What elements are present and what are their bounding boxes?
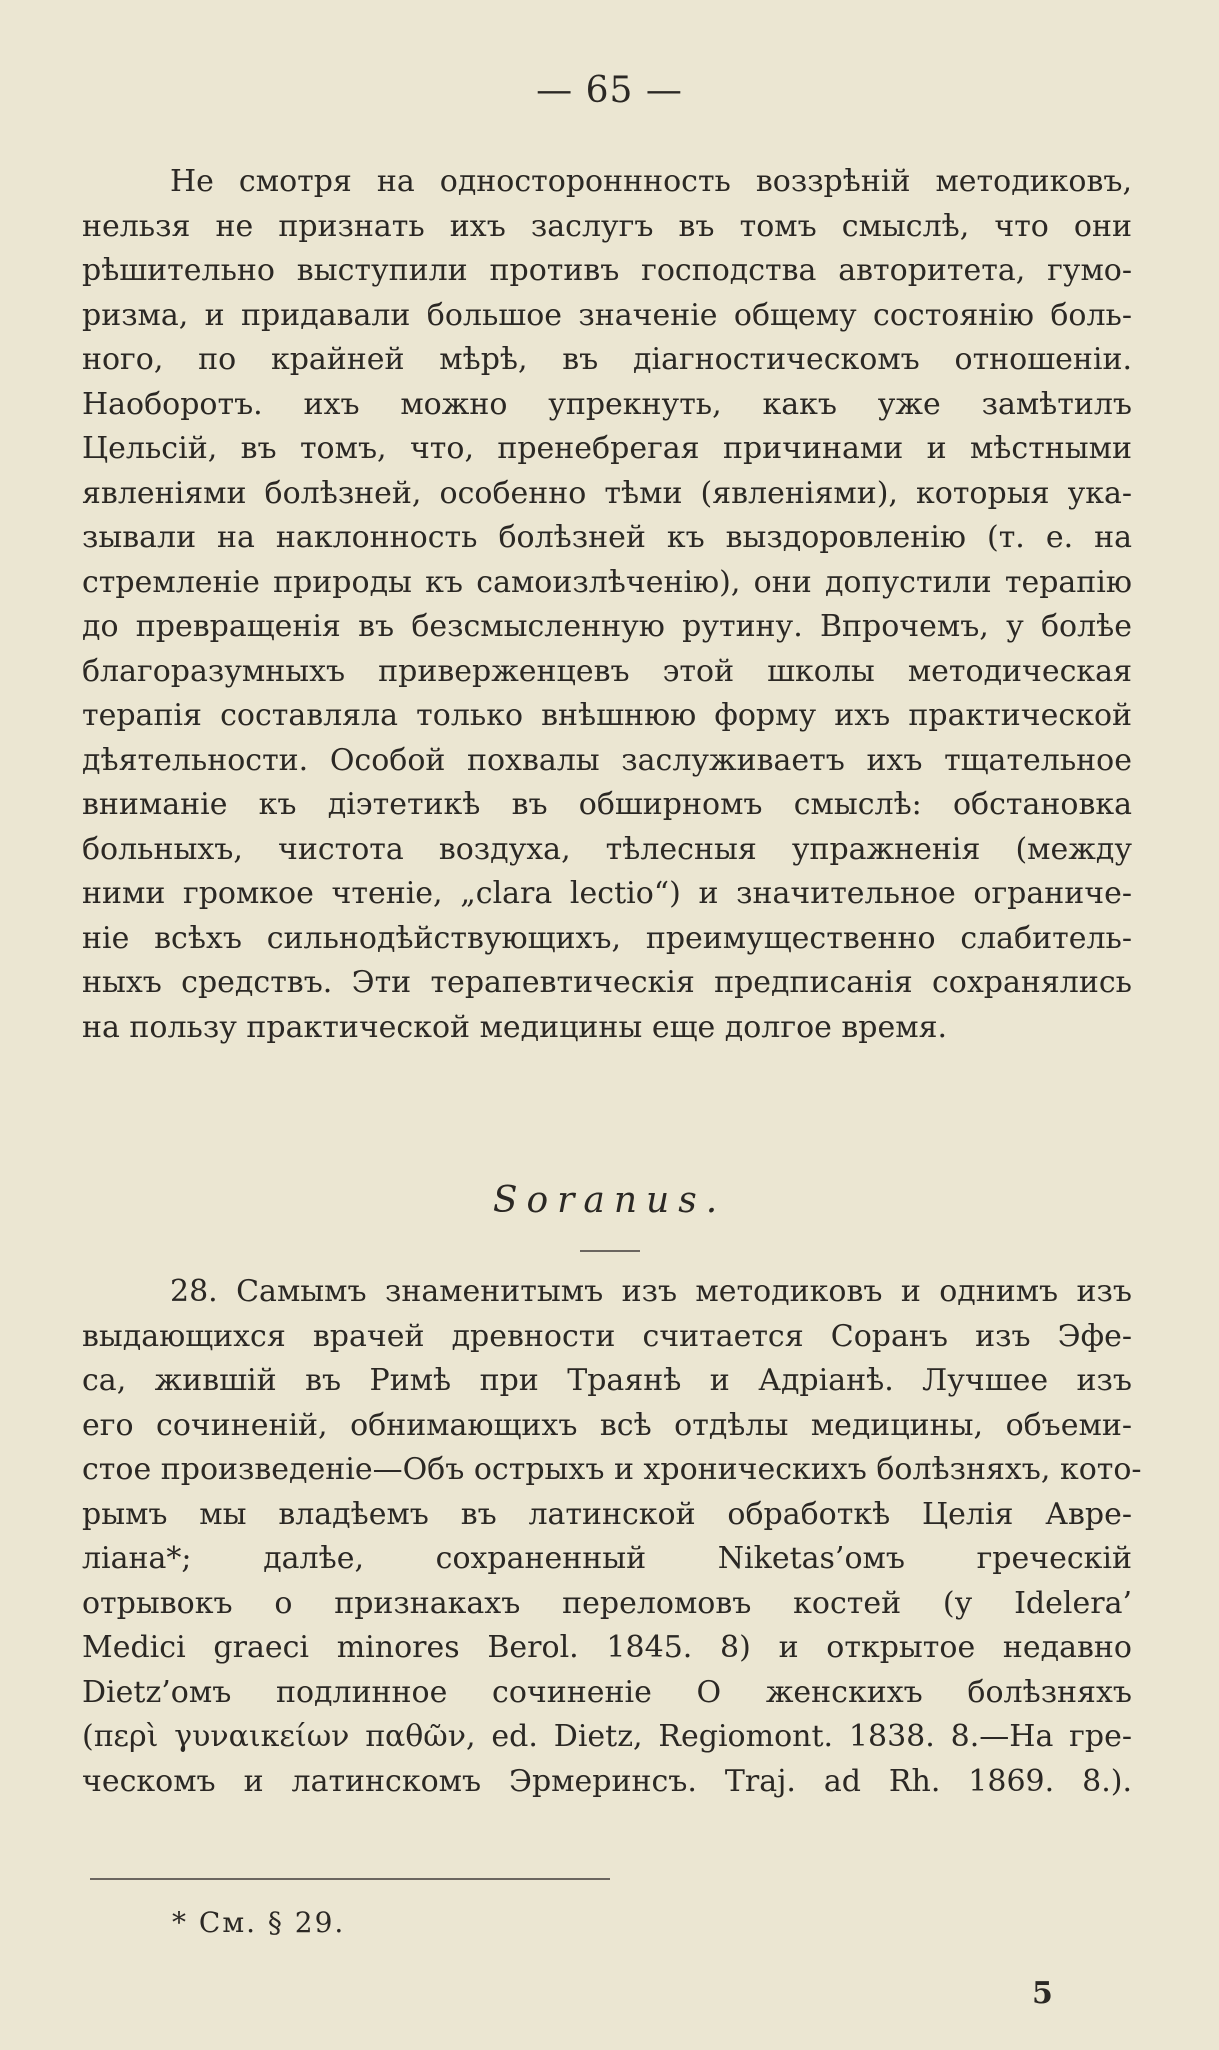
text-line: рѣшительно выступили противъ господства авторитета, гумо- bbox=[82, 253, 1132, 288]
text-line: до превращенія въ безсмысленную рутину. Впрочемъ, у болѣе bbox=[82, 609, 1132, 644]
text-line: ними громкое чтеніе, „clara lectio“) и значительное ограниче- bbox=[82, 876, 1132, 911]
text-line: зывали на наклонность болѣзней къ выздоровленію (т. е. на bbox=[82, 520, 1132, 555]
section-heading: Soranus. bbox=[492, 1180, 727, 1221]
text-line: (περὶ γυναικείων παθῶν, ed. Dietz, Regiomont. 1838. 8.—На гре- bbox=[82, 1719, 1132, 1754]
text-line: Цельсій, въ томъ, что, пренебрегая причинами и мѣстными bbox=[82, 431, 1132, 466]
text-line: его сочиненій, обнимающихъ всѣ отдѣлы медицины, объеми- bbox=[82, 1407, 1132, 1443]
text-line: явленіями болѣзней, особенно тѣми (явленіями), которыя ука- bbox=[82, 475, 1132, 511]
text-line: стое произведеніе—Объ острыхъ и хроническихъ болѣзняхъ, кото- bbox=[82, 1452, 1142, 1487]
text-line: Dietz’омъ подлинное сочиненіе О женскихъ болѣзняхъ bbox=[82, 1674, 1132, 1710]
footnote-rule bbox=[90, 1878, 610, 1880]
text-line: дѣятельности. Особой похвалы заслуживаетъ ихъ тщательное bbox=[82, 742, 1132, 778]
text-line: Наоборотъ. ихъ можно упрекнуть, какъ уже замѣтилъ bbox=[82, 386, 1132, 422]
text-line: рымъ мы владѣемъ въ латинской обработкѣ Целія Авре- bbox=[82, 1496, 1132, 1532]
text-line: Medici graeci minores Berol. 1845. 8) и открытое недавно bbox=[82, 1630, 1132, 1665]
text-line: ныхъ средствъ. Эти терапевтическія предписанія сохранялись bbox=[82, 965, 1132, 1000]
page-number: — 65 — bbox=[536, 70, 683, 111]
footnote: * См. § 29. bbox=[172, 1906, 346, 1939]
text-line: ного, по крайней мѣрѣ, въ діагностическомъ отношеніи. bbox=[82, 342, 1132, 377]
text-line: благоразумныхъ приверженцевъ этой школы методическая bbox=[82, 653, 1132, 689]
text-line: ческомъ и латинскомъ Эрмеринсъ. Traj. ad Rh. 1869. 8.). bbox=[82, 1763, 1132, 1799]
text-line: ризма, и придавали большое значеніе общему состоянію боль- bbox=[82, 297, 1132, 333]
paragraph-methodists-critique bbox=[82, 160, 1132, 1050]
text-line: ніе всѣхъ сильнодѣйствующихъ, преимущественно слабитель- bbox=[82, 920, 1132, 956]
heading-rule bbox=[580, 1250, 640, 1252]
text-line: больныхъ, чистота воздуха, тѣлесныя упражненія (между bbox=[82, 831, 1132, 867]
text-line: 28. Самымъ знаменитымъ изъ методиковъ и однимъ изъ bbox=[170, 1274, 1132, 1309]
text-line: нельзя не признать ихъ заслугъ въ томъ смыслѣ, что они bbox=[82, 208, 1132, 244]
text-line: Не смотря на одностороннность воззрѣній методиковъ, bbox=[170, 164, 1132, 199]
signature-mark: 5 bbox=[1032, 1976, 1053, 2011]
text-line: стремленіе природы къ самоизлѣченію), они допустили терапію bbox=[82, 564, 1132, 600]
text-line: вниманіе къ діэтетикѣ въ обширномъ смыслѣ: обстановка bbox=[82, 787, 1132, 822]
paragraph-soranus bbox=[82, 1270, 1142, 1804]
text-line: са, жившій въ Римѣ при Траянѣ и Адріанѣ. Лучшее изъ bbox=[82, 1363, 1132, 1398]
text-line: терапія составляла только внѣшнюю форму ихъ практической bbox=[82, 698, 1132, 733]
text-line: на пользу практической медицины еще долгое время. bbox=[82, 1009, 948, 1045]
text-line: отрывокъ о признакахъ переломовъ костей (у Idelera’ bbox=[82, 1585, 1132, 1621]
text-line: ліана*; далѣе, сохраненный Niketas’омъ греческій bbox=[82, 1541, 1132, 1576]
text-line: выдающихся врачей древности считается Соранъ изъ Эфе- bbox=[82, 1318, 1132, 1354]
